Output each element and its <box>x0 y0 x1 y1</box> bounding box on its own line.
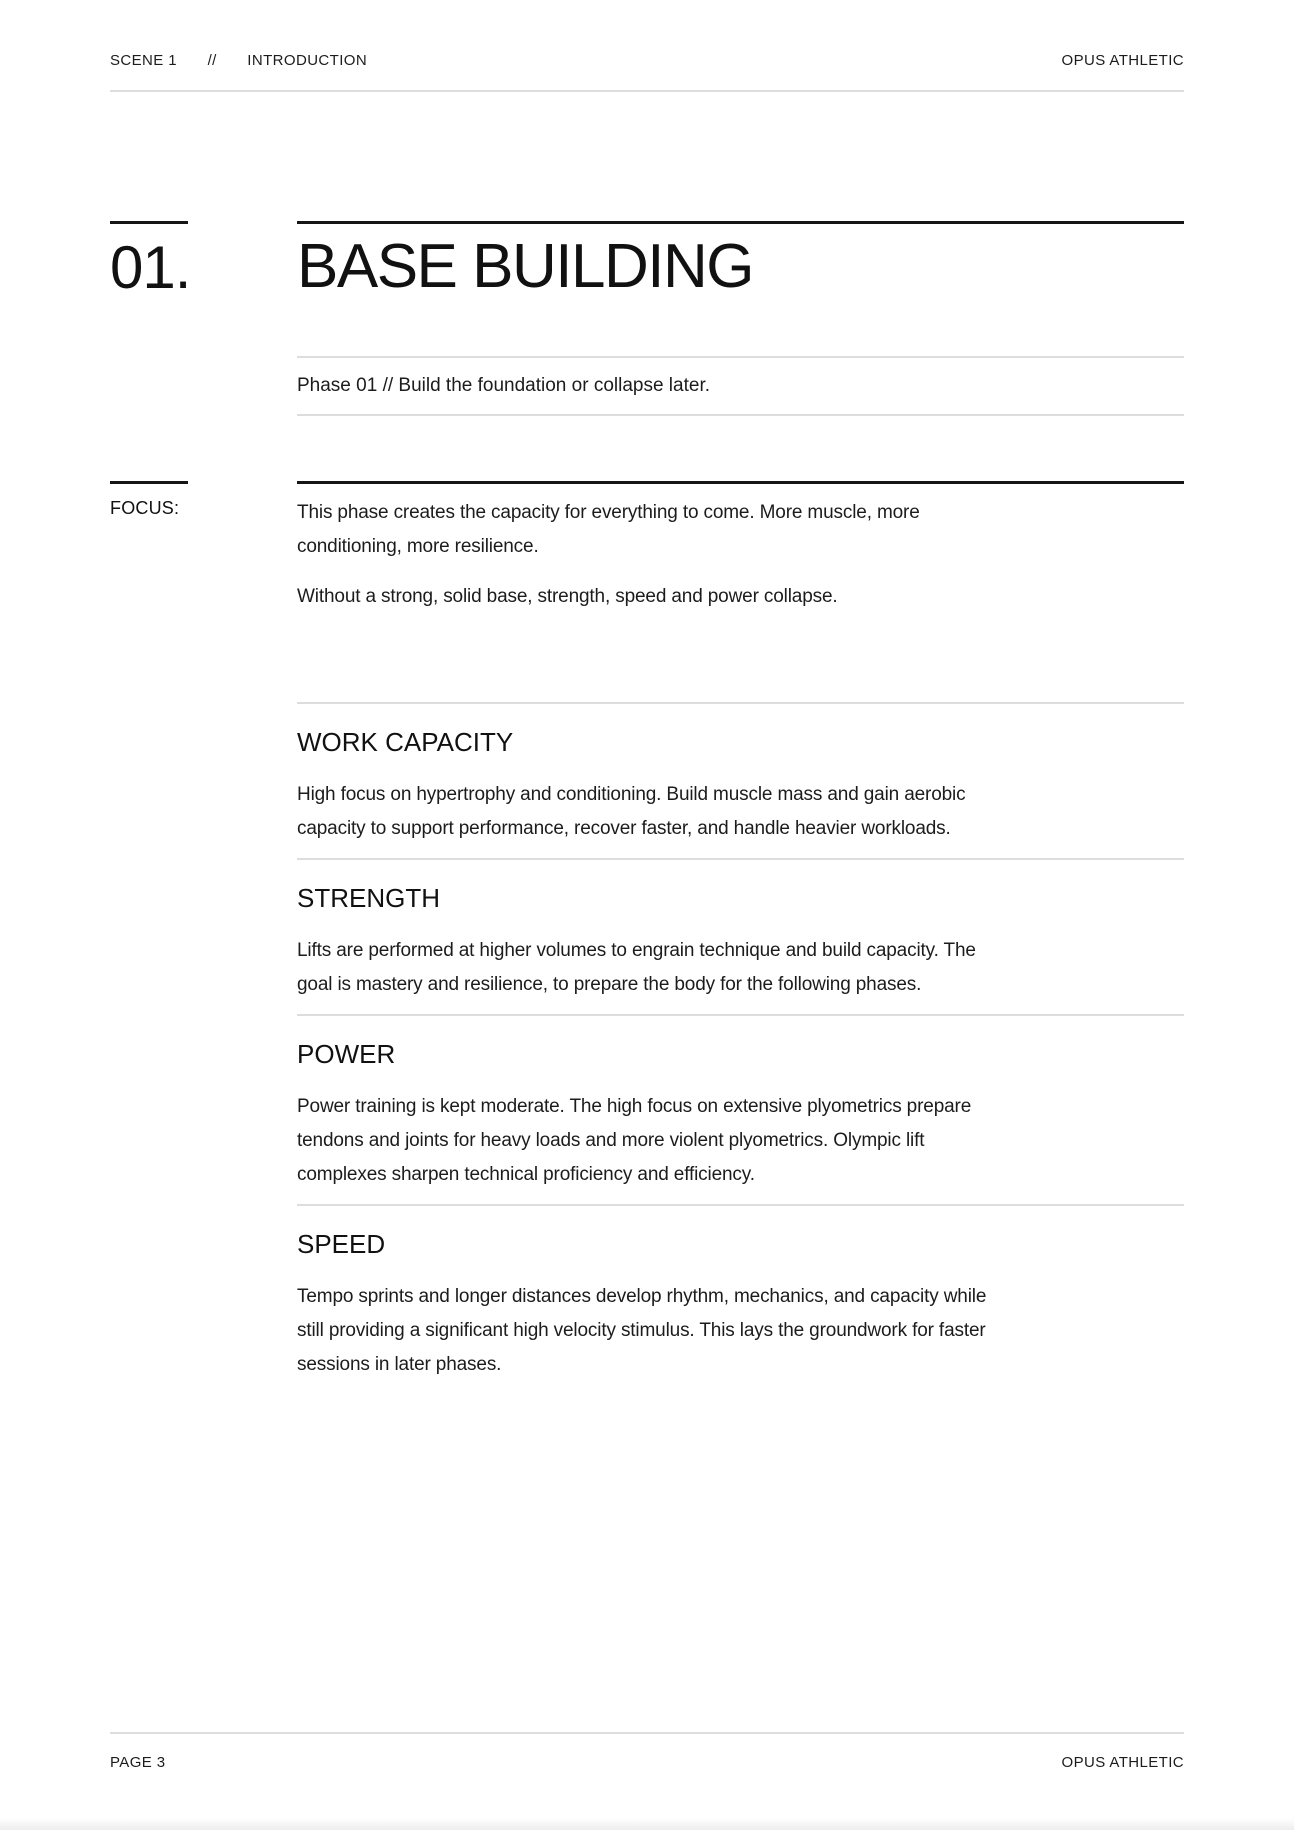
title-rule <box>297 221 1184 224</box>
section-body: High focus on hypertrophy and conditioning. Build muscle mass and gain aerobic capacity to support performance, recover faster, and handle heavier workloads. <box>297 783 966 839</box>
section-heading: WORK CAPACITY <box>297 727 514 757</box>
footer-page-number: PAGE 3 <box>110 1754 166 1771</box>
section-body: Tempo sprints and longer distances develop rhythm, mechanics, and capacity while still providing a significant high velocity stimulus. This lays the groundwork for faster sessions in later phases. <box>297 1285 987 1375</box>
section-strength <box>297 858 1184 1014</box>
section-body: Lifts are performed at higher volumes to engrain technique and build capacity. The goal is mastery and resilience, to prepare the body for the following phases. <box>297 939 976 995</box>
title-block <box>110 221 1184 416</box>
focus-block <box>110 481 1184 614</box>
bottom-edge-shadow <box>0 1818 1294 1830</box>
header-separator: // <box>207 52 217 69</box>
focus-body-column <box>297 481 1184 614</box>
focus-label-rule <box>110 481 188 484</box>
phase-sections <box>297 702 1184 1394</box>
title-main-column <box>297 221 1184 416</box>
phase-number: 01. <box>110 234 191 301</box>
header-divider <box>110 90 1184 92</box>
header-breadcrumb <box>110 52 367 69</box>
section-body: Power training is kept moderate. The high focus on extensive plyometrics prepare tendons and joints for heavy loads and more violent plyometrics. Olympic lift complexes sharpen technical proficiency and efficiency. <box>297 1095 972 1185</box>
page-footer <box>110 1732 1184 1771</box>
section-heading: STRENGTH <box>297 882 440 913</box>
section-speed <box>297 1204 1184 1394</box>
header-brand: OPUS ATHLETIC <box>1061 52 1184 69</box>
focus-body-rule <box>297 481 1184 484</box>
footer-row <box>110 1754 1184 1771</box>
section-heading: SPEED <box>297 1228 386 1259</box>
focus-paragraph: This phase creates the capacity for everything to come. More muscle, more conditioning, more resilience. <box>297 502 920 557</box>
page-subtitle: Phase 01 // Build the foundation or collapse later. <box>297 375 710 396</box>
section-heading: POWER <box>297 1038 396 1069</box>
header-scene-label: SCENE 1 <box>110 52 177 69</box>
title-number-rule <box>110 221 188 224</box>
page-title: BASE BUILDING <box>297 232 753 301</box>
section-work-capacity <box>297 702 1184 858</box>
header-section-label: INTRODUCTION <box>247 52 368 69</box>
subtitle-divider-bottom <box>297 414 1184 416</box>
section-power <box>297 1014 1184 1204</box>
footer-divider <box>110 1732 1184 1734</box>
focus-label-column <box>110 481 297 614</box>
title-number-column <box>110 221 297 416</box>
page-header <box>110 0 1184 69</box>
footer-brand: OPUS ATHLETIC <box>1061 1754 1184 1771</box>
focus-label: FOCUS: <box>110 498 180 518</box>
focus-paragraph: Without a strong, solid base, strength, speed and power collapse. <box>297 586 838 607</box>
